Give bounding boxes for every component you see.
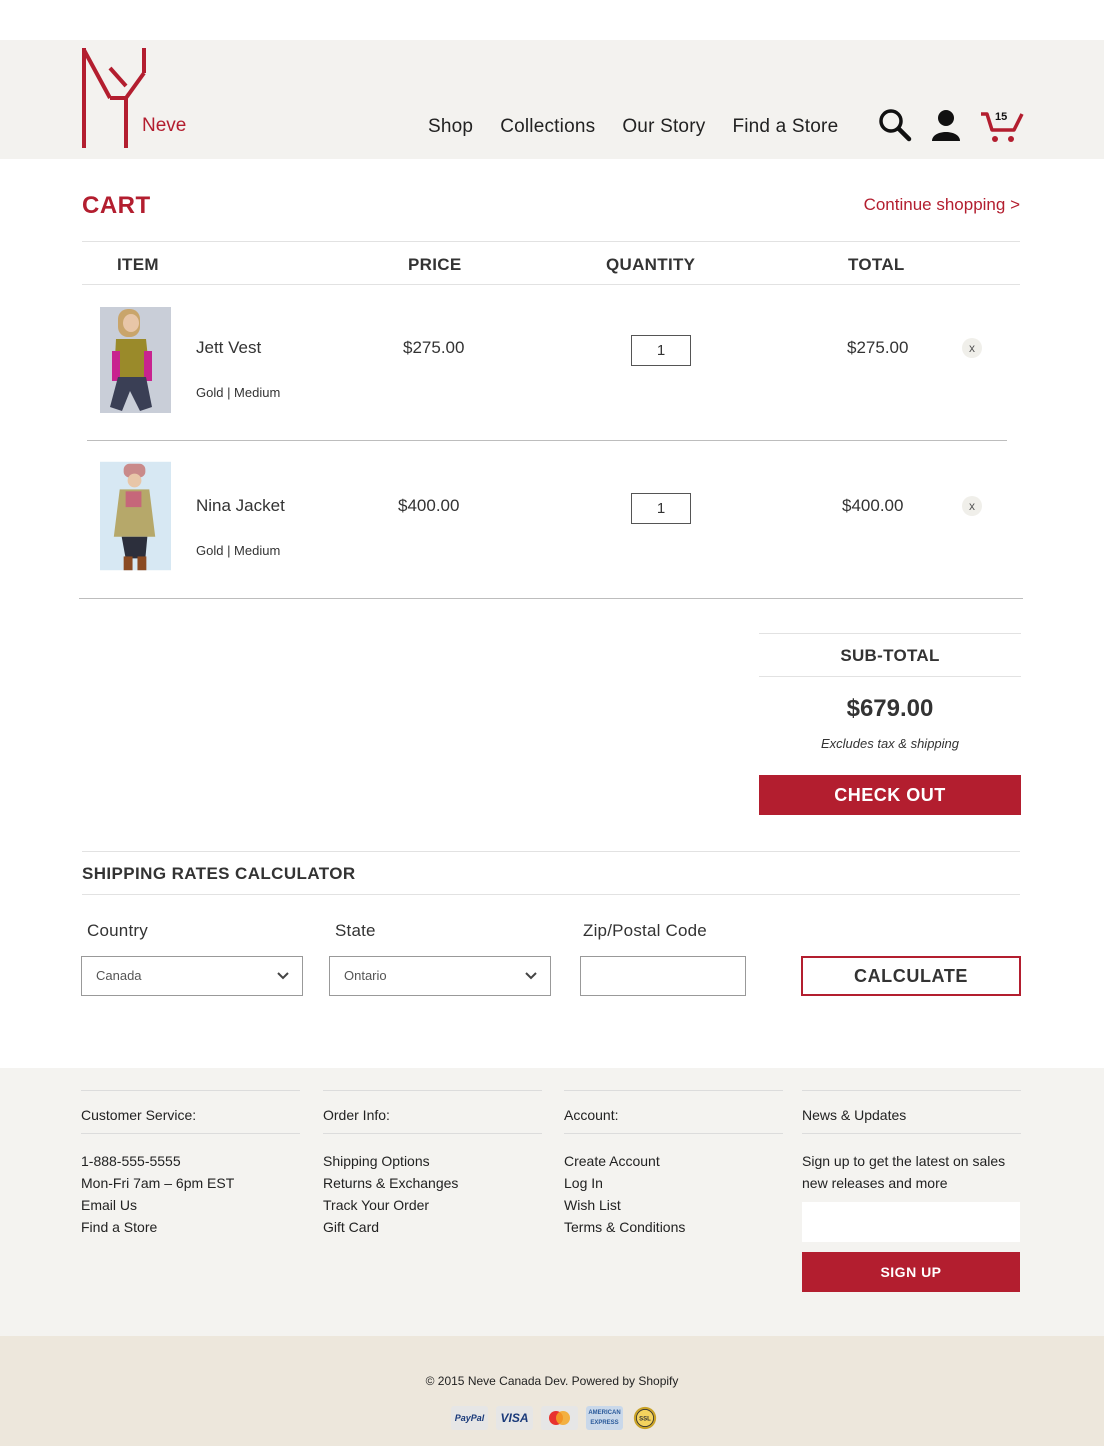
cart-row [0, 448, 1104, 598]
divider [79, 598, 1023, 599]
item-total: $275.00 [847, 338, 909, 357]
visa-icon: VISA [496, 1406, 533, 1430]
nav-collections[interactable]: Collections [500, 116, 596, 137]
newsletter-email-input[interactable] [802, 1202, 1020, 1242]
nav-our-story[interactable]: Our Story [622, 116, 706, 137]
item-price: $275.00 [403, 338, 465, 357]
item-variant: Gold | Medium [196, 543, 281, 558]
country-label: Country [87, 921, 148, 940]
main-nav [428, 116, 838, 138]
footer-link[interactable]: Wish List [564, 1197, 621, 1213]
footer-heading: Account: [564, 1107, 619, 1123]
country-select-value: Canada [96, 968, 142, 983]
column-header-total: TOTAL [848, 255, 905, 274]
zip-label: Zip/Postal Code [583, 921, 707, 940]
state-select[interactable] [329, 956, 551, 996]
footer-hours: Mon-Fri 7am – 6pm EST [81, 1175, 235, 1191]
footer-link[interactable]: Create Account [564, 1153, 660, 1169]
footer-link[interactable]: Gift Card [323, 1219, 380, 1235]
cart-row [0, 290, 1104, 440]
chevron-down-icon [276, 969, 290, 983]
item-price: $400.00 [398, 496, 460, 515]
logo-text: Neve [142, 115, 187, 136]
state-label: State [335, 921, 376, 940]
footer-phone[interactable]: 1-888-555-5555 [81, 1153, 181, 1169]
continue-shopping-link[interactable]: Continue shopping > [863, 195, 1020, 214]
item-name[interactable]: Nina Jacket [196, 496, 285, 515]
cart-count-badge: 15 [995, 111, 1008, 123]
item-variant: Gold | Medium [196, 385, 281, 400]
footer-link[interactable]: Shipping Options [323, 1153, 430, 1169]
footer-account [564, 1090, 783, 1238]
chevron-down-icon [524, 969, 538, 983]
column-header-item: ITEM [117, 255, 159, 274]
divider [759, 633, 1021, 634]
footer-heading: Order Info: [323, 1107, 390, 1123]
column-header-quantity: QUANTITY [606, 255, 696, 274]
paypal-icon: PayPal [451, 1406, 488, 1430]
zip-input[interactable] [580, 956, 746, 996]
state-select-value: Ontario [344, 968, 387, 983]
footer-bottom [0, 1336, 1104, 1446]
subtotal-amount: $679.00 [846, 695, 934, 722]
footer-link[interactable]: Track Your Order [323, 1197, 430, 1213]
remove-item-button[interactable]: x [962, 496, 982, 516]
footer-customer-service [81, 1090, 300, 1238]
search-icon[interactable] [878, 108, 912, 142]
divider [82, 284, 1020, 285]
country-select[interactable] [81, 956, 303, 996]
footer-heading: News & Updates [802, 1107, 907, 1123]
american-express-icon: AMERICAN EXPRESS [586, 1406, 623, 1430]
copyright-text: © 2015 Neve Canada Dev. Powered by Shopify [425, 1374, 679, 1388]
subtotal-label: SUB-TOTAL [840, 646, 940, 665]
footer-link[interactable]: Log In [564, 1175, 603, 1191]
shipping-calculator-title: SHIPPING RATES CALCULATOR [82, 864, 356, 883]
product-image-jett-vest[interactable] [100, 307, 171, 413]
site-header [0, 40, 1104, 159]
footer-link[interactable]: Terms & Conditions [564, 1219, 686, 1235]
signup-button[interactable]: SIGN UP [802, 1252, 1020, 1292]
divider [82, 894, 1020, 895]
quantity-input[interactable]: 1 [631, 335, 691, 366]
site-footer [0, 1068, 1104, 1336]
nav-find-a-store[interactable]: Find a Store [732, 116, 839, 137]
page-title: CART [82, 192, 151, 219]
remove-item-button[interactable]: x [962, 338, 982, 358]
divider [759, 676, 1021, 677]
account-icon[interactable] [931, 108, 961, 142]
footer-link[interactable]: Returns & Exchanges [323, 1175, 459, 1191]
ssl-icon [631, 1406, 659, 1430]
item-total: $400.00 [842, 496, 904, 515]
checkout-button[interactable]: CHECK OUT [759, 775, 1021, 815]
column-header-price: PRICE [408, 255, 462, 274]
footer-order-info [323, 1090, 542, 1238]
subtotal-note: Excludes tax & shipping [820, 736, 960, 751]
calculate-button[interactable]: CALCULATE [801, 956, 1021, 996]
footer-heading: Customer Service: [81, 1107, 197, 1123]
divider [82, 241, 1020, 242]
divider [87, 440, 1007, 441]
mastercard-icon [541, 1406, 578, 1430]
newsletter-description: Sign up to get the latest on sales new releases and more [802, 1153, 1006, 1191]
footer-find-store-link[interactable]: Find a Store [81, 1219, 158, 1235]
product-image-nina-jacket[interactable] [100, 461, 171, 571]
divider [82, 851, 1020, 852]
footer-news [802, 1090, 1021, 1292]
item-name[interactable]: Jett Vest [196, 338, 262, 357]
footer-email-link[interactable]: Email Us [81, 1197, 138, 1213]
svg-text:SSL: SSL [639, 1416, 651, 1423]
nav-shop[interactable]: Shop [428, 116, 474, 137]
quantity-input[interactable]: 1 [631, 493, 691, 524]
